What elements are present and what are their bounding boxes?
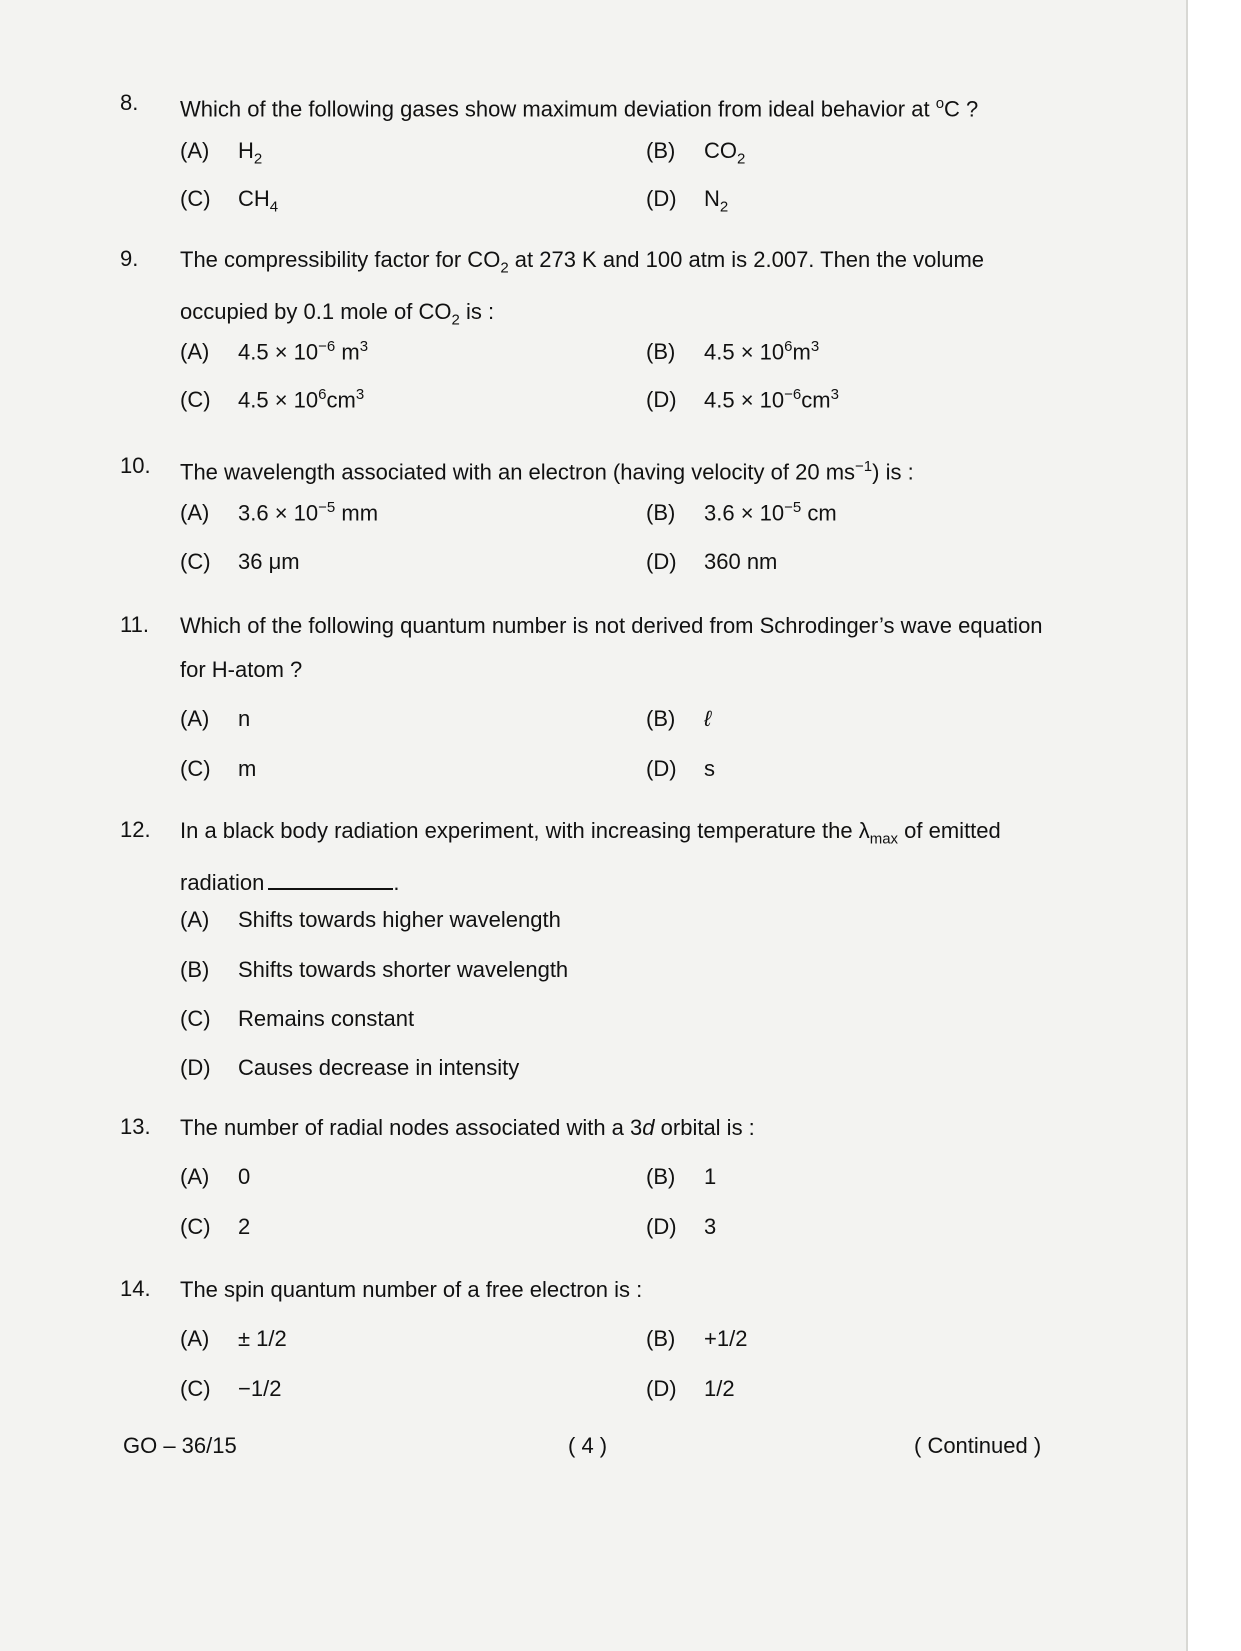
question-text: Which of the following gases show maximum deviation from ideal behavior at $^o$C ? — [180, 95, 979, 122]
question-number: 10. — [120, 453, 151, 478]
option-a: (A) $4.5 \times 10^{-6}$ $m^3$ — [180, 338, 369, 365]
question-number: 11. — [120, 612, 149, 637]
option-d: (D) 360 nm — [646, 549, 778, 574]
option-a: (A) $H_2$ — [180, 138, 263, 168]
continued-label: ( Continued ) — [914, 1433, 1042, 1458]
option-b: (B) Shifts towards shorter wavelength — [180, 957, 569, 982]
question-number: 12. — [120, 817, 151, 842]
option-a: (A) n — [180, 706, 251, 731]
option-b: (B) ℓ — [646, 706, 712, 731]
option-b: (B) 1 — [646, 1164, 717, 1189]
paper-code: GO – 36/15 — [123, 1433, 237, 1458]
option-a: (A) 0 — [180, 1164, 251, 1189]
question-number: 14. — [120, 1276, 151, 1301]
question-text: The spin quantum number of a free electron is : — [180, 1277, 643, 1302]
question-number: 13. — [120, 1114, 151, 1139]
option-b: (B) $CO_2$ — [646, 138, 746, 168]
answer-blank — [268, 874, 393, 890]
option-c: (C) $4.5 \times 10^6cm^3$ — [180, 386, 365, 413]
option-b: (B) $3.6 \times 10^{-5}$ cm — [646, 499, 837, 526]
option-c: (C) $CH_4$ — [180, 186, 279, 216]
option-c: (C) 2 — [180, 1214, 251, 1239]
option-c: (C) Remains constant — [180, 1006, 415, 1031]
question-number: 8. — [120, 90, 139, 115]
question-number: 9. — [120, 246, 139, 271]
question-text: The number of radial nodes associated with a 3d orbital is : — [180, 1115, 755, 1140]
option-b: (B) +1/2 — [646, 1326, 748, 1351]
question-text: The wavelength associated with an electron (having velocity of 20 $ms^{-1}$) is : — [180, 458, 914, 485]
option-b: (B) $4.5 \times 10^6m^3$ — [646, 338, 820, 365]
page-number: ( 4 ) — [568, 1433, 608, 1458]
option-d: (D) s — [646, 756, 715, 781]
question-text: Which of the following quantum number is not derived from Schrodinger’s wave equation for H-atom ? — [180, 613, 1043, 682]
option-d: (D) $N_2$ — [646, 186, 729, 216]
option-d: (D) 3 — [646, 1214, 717, 1239]
option-d: (D) Causes decrease in intensity — [180, 1055, 520, 1080]
option-a: (A) ± 1/2 — [180, 1326, 287, 1351]
option-a: (A) Shifts towards higher wavelength — [180, 907, 561, 932]
question-text: The compressibility factor for $CO_2$ at 273 K and 100 atm is 2.007. Then the volume occupied by 0.1 mole of $CO_2$ is : — [180, 247, 985, 329]
option-c: (C) m — [180, 756, 257, 781]
option-d: (D) $4.5 \times 10^{-6}cm^3$ — [646, 386, 839, 413]
option-c: (C) 36 μm — [180, 549, 300, 574]
option-a: (A) $3.6 \times 10^{-5}$ mm — [180, 499, 379, 526]
option-c: (C) −1/2 — [180, 1376, 282, 1401]
question-text: In a black body radiation experiment, with increasing temperature the $\lambda_{max}$ of emitted radiation . — [180, 818, 1001, 896]
scan-margin — [1188, 0, 1241, 1651]
option-d: (D) 1/2 — [646, 1376, 735, 1401]
